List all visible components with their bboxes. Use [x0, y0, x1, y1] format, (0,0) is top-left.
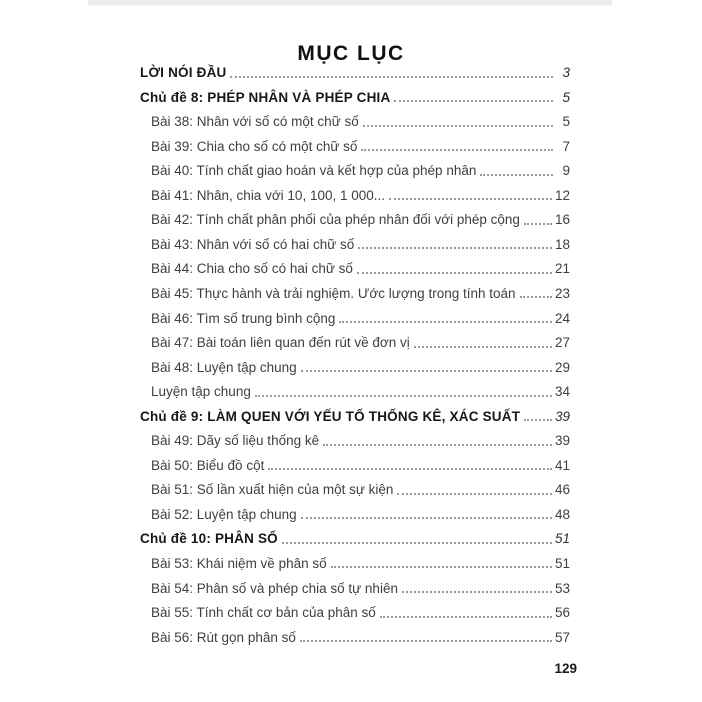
toc-entry-label: Bài 44: Chia cho số có hai chữ số [151, 261, 353, 277]
toc-entry-page: 56 [554, 605, 570, 621]
dotted-leader [389, 198, 552, 200]
toc-entry [140, 526, 570, 551]
toc-entry-label: Bài 51: Số lần xuất hiện của một sự kiện [151, 482, 394, 498]
toc-entry [140, 85, 570, 110]
dotted-leader [268, 468, 552, 470]
toc-entry [140, 330, 570, 355]
toc-entry-label: Bài 47: Bài toán liên quan đến rút về đơn vị [151, 335, 410, 351]
toc-entry-page: 39 [554, 433, 570, 449]
toc-entry-page: 5 [562, 114, 570, 130]
toc-entry [140, 232, 570, 257]
dotted-leader [301, 517, 552, 519]
dotted-leader [524, 223, 552, 225]
toc-entry [140, 109, 570, 134]
dotted-leader [520, 296, 552, 298]
toc-entry-page: 41 [554, 457, 570, 473]
toc-entry-label: Bài 40: Tính chất giao hoán và kết hợp của phép nhân [151, 163, 477, 179]
toc-entry-page: 5 [562, 89, 570, 105]
dotted-leader [363, 125, 553, 127]
dotted-leader [394, 100, 553, 102]
dotted-leader [397, 493, 552, 495]
toc-entry [140, 502, 570, 527]
toc-entry [140, 551, 570, 576]
page-edge-shadow [88, 0, 612, 6]
dotted-leader [255, 395, 552, 397]
dotted-leader [300, 640, 552, 642]
dotted-leader [331, 566, 552, 568]
folio-page-number: 129 [554, 661, 577, 676]
toc-entry-page: 3 [562, 65, 570, 81]
dotted-leader [380, 616, 552, 618]
toc-entry-page: 48 [554, 506, 570, 522]
toc-entry [140, 404, 570, 429]
toc-entry-label: Bài 39: Chia cho số có một chữ số [151, 138, 358, 154]
toc-entry-page: 34 [554, 384, 570, 400]
toc-entry-page: 53 [554, 580, 570, 596]
toc-entry-page: 16 [554, 212, 570, 228]
toc-entry-label: Bài 43: Nhân với số có hai chữ số [151, 236, 355, 252]
toc-entry-label: Bài 45: Thực hành và trải nghiệm. Ước lượng trong tính toán [151, 285, 516, 301]
toc-entry-label: Bài 48: Luyện tập chung [151, 359, 297, 375]
dotted-leader [357, 272, 552, 274]
dotted-leader [282, 542, 552, 544]
toc-entry-label: Bài 54: Phân số và phép chia số tự nhiên [151, 580, 398, 596]
toc-entry [140, 281, 570, 306]
toc-entry [140, 305, 570, 330]
toc-entry-label: Bài 56: Rút gọn phân số [151, 629, 296, 645]
toc-entry-page: 51 [554, 531, 570, 547]
toc-entry-page: 39 [554, 408, 570, 424]
toc-entry-page: 12 [554, 187, 570, 203]
toc-entry [140, 158, 570, 183]
toc-entry-page: 24 [554, 310, 570, 326]
page-title: MỤC LỤC [297, 42, 405, 66]
toc-entry-page: 18 [554, 236, 570, 252]
toc-entry-label: Luyện tập chung [151, 384, 251, 400]
toc-entry-page: 27 [554, 335, 570, 351]
toc-entry-label: Bài 46: Tìm số trung bình cộng [151, 310, 336, 326]
toc-entry [140, 575, 570, 600]
toc-entry-label: Bài 55: Tính chất cơ bản của phân số [151, 605, 376, 621]
dotted-leader [402, 591, 552, 593]
toc-entry [140, 207, 570, 232]
toc-entry-page: 51 [554, 555, 570, 571]
toc-entry [140, 355, 570, 380]
toc-entry [140, 256, 570, 281]
toc-entry-page: 57 [554, 629, 570, 645]
toc-entry-label: Bài 50: Biểu đồ cột [151, 457, 265, 473]
toc-entry-label: Bài 52: Luyện tập chung [151, 506, 297, 522]
dotted-leader [414, 346, 552, 348]
toc-entry-label: Chủ đề 10: PHÂN SỐ [140, 531, 278, 547]
toc-entry-page: 23 [554, 285, 570, 301]
toc-entry-page: 9 [562, 163, 570, 179]
toc-entry-page: 29 [554, 359, 570, 375]
toc-entry-label: LỜI NÓI ĐẦU [140, 65, 227, 81]
toc-list [140, 60, 570, 649]
dotted-leader [358, 247, 552, 249]
dotted-leader [480, 174, 553, 176]
dotted-leader [323, 444, 552, 446]
toc-entry-label: Chủ đề 8: PHÉP NHÂN VÀ PHÉP CHIA [140, 89, 391, 105]
dotted-leader [301, 370, 552, 372]
toc-entry [140, 183, 570, 208]
toc-entry-page: 46 [554, 482, 570, 498]
toc-entry [140, 625, 570, 650]
toc-entry [140, 60, 570, 85]
toc-entry [140, 453, 570, 478]
dotted-leader [339, 321, 552, 323]
dotted-leader [230, 76, 553, 78]
toc-entry-label: Chủ đề 9: LÀM QUEN VỚI YẾU TỐ THỐNG KÊ, XÁC SUẤT [140, 408, 521, 424]
toc-entry [140, 428, 570, 453]
toc-entry-page: 7 [562, 138, 570, 154]
dotted-leader [524, 419, 552, 421]
toc-entry [140, 379, 570, 404]
toc-entry-label: Bài 42: Tính chất phân phối của phép nhân đối với phép cộng [151, 212, 520, 228]
toc-entry-label: Bài 53: Khái niệm về phân số [151, 555, 327, 571]
dotted-leader [361, 149, 553, 151]
toc-entry [140, 134, 570, 159]
toc-entry [140, 600, 570, 625]
toc-entry-page: 21 [554, 261, 570, 277]
toc-entry [140, 477, 570, 502]
toc-entry-label: Bài 49: Dãy số liệu thống kê [151, 433, 320, 449]
toc-entry-label: Bài 41: Nhân, chia với 10, 100, 1 000... [151, 187, 386, 203]
toc-entry-label: Bài 38: Nhân với số có một chữ số [151, 114, 359, 130]
